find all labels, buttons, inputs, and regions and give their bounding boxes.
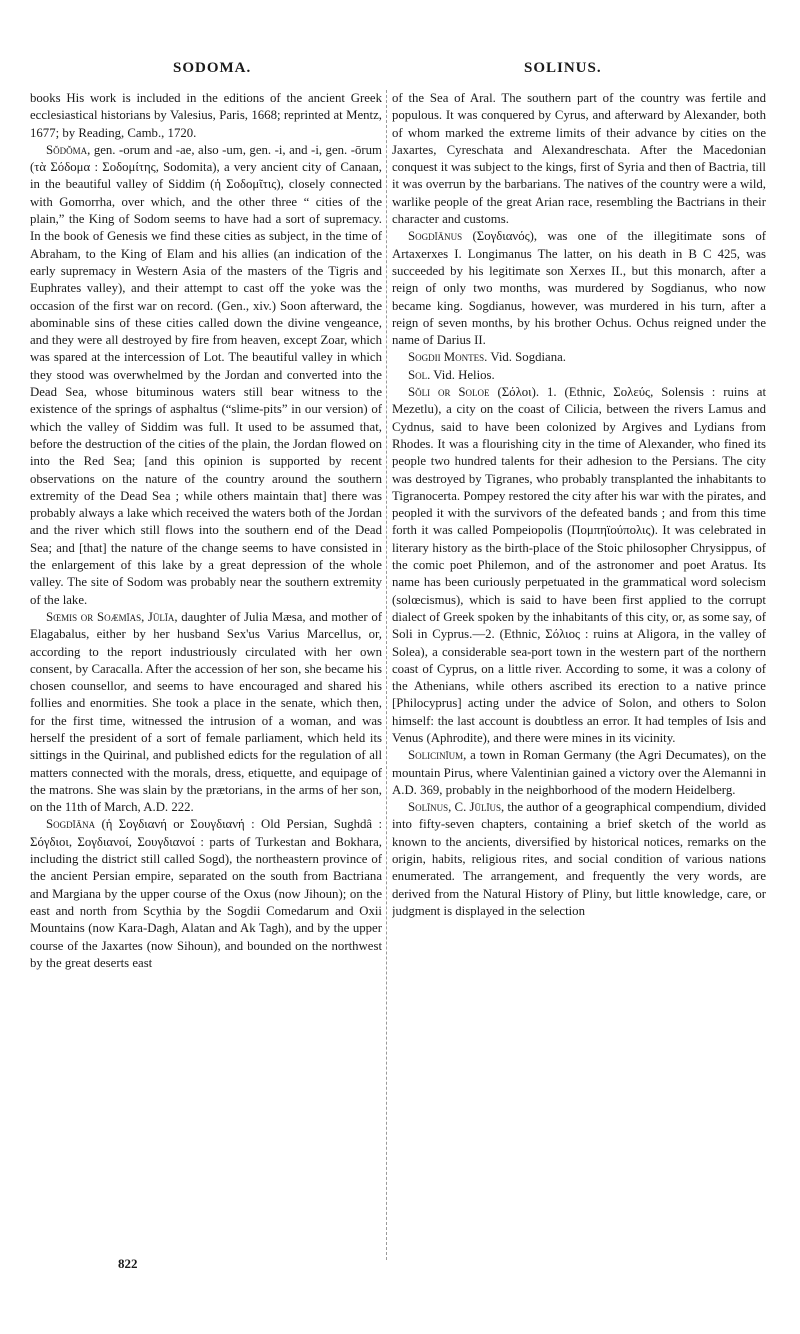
entry-headword: Solicinĭum, [408,748,467,763]
right-running-head: SOLINUS. [524,60,602,76]
entry-headword: Solīnus, C. Jūlĭus, [408,800,505,815]
entry-text: (ἡ Σογδιανή or Σουγδιανή : Old Persian, Sughdâ : Σόγδιοι, Σογδιανοί, Σουγδιανοί : parts of Turkestan and Bokhara, including the district still called Sogd), the northeastern province of the ancient Persian empire, separated on the south from Bactriana and Margiana by the upper course of the Oxus (now Jihoun); on the east and north from Scythia by the Sogdii Comedarum and Oxii Mountains (now Kara-Dagh, Alatan and Ak Tagh), and by the upper course of the Jaxartes (now Sihoun), and bounded on the northwest by the great deserts east [30,817,382,970]
running-headers [0,60,800,82]
entry-solinus [392,799,766,920]
right-column [392,90,766,1258]
entry-sogdiana-continuation [392,90,766,228]
page-number: 822 [118,1256,138,1271]
entry-headword: Sogdĭānus [408,229,463,244]
entry-books-continuation [30,90,382,142]
entry-text: (Σόλοι). 1. (Ethnic, Σολεύς, Solensis : ruins at Mezetlu), a city on the coast of Cilicia, between the rivers Lamus and Cydnus, said to have been colonized by Argives and Lydians from Rhodes. It was a flourishing city in the time of Alexander, who fined its people two hundred talents for their adhesion to the Persians. The city was destroyed by Tigranes, who probably transplanted the inhabitants to Tigranocerta. Pompey restored the city after his war with the pirates, and peopled it with the survivors of the defeated bands ; and from this time forth it was called Pompeiopolis (Πομπηϊούπολις). It was celebrated in literary history as the birth-place of the Stoic philosopher Chrysippus, of the comic poet Philemon, and of the astronomer and poet Aratus. Its name has been curiously perpetuated in the grammatical word solecism (solœcismus), which is said to have been first applied to the corrupt dialect of Greek spoken by the inhabitants of this city, or, as some say, of Soli in Cyprus.—2. (Ethnic, Σόλιος : ruins at Aligora, in the valley of Solea), a considerable sea-port town in the western part of the northern coast of Cyprus, on a little river. According to some, it was a colony of the Athenians, while others ascribed its erection to a native prince [Philocyprus] acting under the advice of Solon, and others to Solon himself: the last account is doubtless an error. It had temples of Isis and Venus (Aphrodite), and there were mines in its vicinity. [392,385,766,745]
entry-sol [392,367,766,384]
entry-text: Vid. Helios. [430,367,495,382]
entry-headword: Sœmis or Soæmĭas, Jūlĭa, [46,609,178,624]
entry-soemis [30,609,382,817]
entry-text: (Σογδιανός), was one of the illegitimate sons of Artaxerxes I. Longimanus The latter, on his death in B C 425, was succeeded by his legitimate son Xerxes II., but this monarch, after a reign of only two months, was murdered by Sogdianus, who now became king. Sogdianus, however, was murdered in his turn, after a reign of seven months, by his brother Ochus. Ochus reigned under the name of Darius II. [392,229,766,348]
entry-headword: Sŏdŏma, [46,142,91,157]
entry-soli [392,384,766,747]
left-column [30,90,382,1258]
entry-headword: Sogdii Montes. [408,350,488,365]
entry-sogdiana [30,816,382,972]
entry-text: a town in Roman Germany (the Agri Decumates), on the mountain Pirus, where Valentinian gained a victory over the Alemanni in A.D. 369, probably in the neighborhood of the modern Heidelberg. [392,748,766,797]
entry-text: Vid. Sogdiana. [487,350,567,365]
entry-text: daughter of Julia Mæsa, and mother of Elagabalus, either by her husband Sex'us Varius Marcellus, or, according to the report industriously circulated with her own consent, by Caracalla. After the accession of her son, she became his chosen counsellor, and seems to have encouraged and shared his follies and enormities. She took a place in the senate, which then, for the first time, witnessed the intrusion of a woman, and was herself the president of a sort of female parliament, which held its sittings in the Quirinal, and published edicts for the regulation of all matters connected with the morals, dress, etiquette, and equipage of the matrons. She was slain by the prætorians, in the arms of her son, on the 11th of March, A.D. 222. [30,609,382,815]
entry-sogdianus [392,228,766,349]
entry-text: gen. -orum and -ae, also -um, gen. -i, and -i, gen. -ōrum (τὰ Σόδομα : Σοδομίτης, Sodomita), a very ancient city of Canaan, in the beautiful valley of Siddim (ἡ Σοδομῖτις), closely connected with Gomorrha, over which, and the other three “ cities of the plain,” the King of Sodom seems to have had a sort of supremacy. In the book of Genesis we find these cities as subject, in the time of Abraham, to the King of Elam and his allies (an indication of the early supremacy in Western Asia of the masters of the Tigris and Euphrates valley), and their attempt to cast off the yoke was the occasion of the first war on record. (Gen., xiv.) Soon afterward, the abominable sins of these cities called down the divine vengeance, and they were all destroyed by fire from heaven, except Zoar, which was spared at the intercession of Lot. The beautiful valley in which they stood was overwhelmed by the Jordan and converted into the Dead Sea, whose bituminous waters still bear witness to the existence of the springs of asphaltus (“slime-pits” in our version) of which the valley of Siddim was full. It used to be assumed that, before the destruction of the cities of the plain, the Jordan flowed on into the Red Sea; [and this opinion is supported by recent observations on the nature of the country around the southern extremity of the Dead Sea ; while others maintain that] there was probably always a lake which received the waters both of the Jordan and the river which still flows into the southern end of the Dead Sea; and [that] the nature of the change seems to have consisted in the enlargement of this lake by a great depression of the whole valley. The site of Sodom was probably near the southern extremity of the lake. [30,142,382,607]
entry-headword: Sol. [408,367,431,382]
entry-headword: Sogdĭāna [46,817,96,832]
entry-text: books His work is included in the editions of the ancient Greek ecclesiastical historians by Valesius, Paris, 1668; reprinted at Mentz, 1677; by Reading, Camb., 1720. [30,91,382,140]
entry-solicinium [392,747,766,799]
entry-sogdii-montes [392,349,766,366]
entry-sodoma [30,142,382,609]
column-divider [386,90,387,1260]
entry-text: the author of a geographical compendium, divided into fifty-seven chapters, containing a brief sketch of the world as known to the ancients, diversified by historical notices, remarks on the origin, habits, religious rites, and social condition of various nations enumerated. The arrangement, and frequently the very words, are derived from the Natural History of Pliny, but little knowledge, care, or judgment is displayed in the selection [392,800,766,918]
entry-headword: Sŏli or Soloe [408,385,490,400]
left-running-head: SODOMA. [173,60,252,76]
entry-text: of the Sea of Aral. The southern part of the country was fertile and populous. It was conquered by Cyrus, and afterward by Alexander, both of whom marked the extreme limits of their advance by cities on the Jaxartes, Cyreschata and Alexandreschata. After the Macedonian conquest it was subject to the kings, first of Syria and then of Bactria, till it was overrun by the barbarians. The natives of the country were a wild, warlike people of the great Arian race, resembling the Bactrians in their character and customs. [392,91,766,227]
